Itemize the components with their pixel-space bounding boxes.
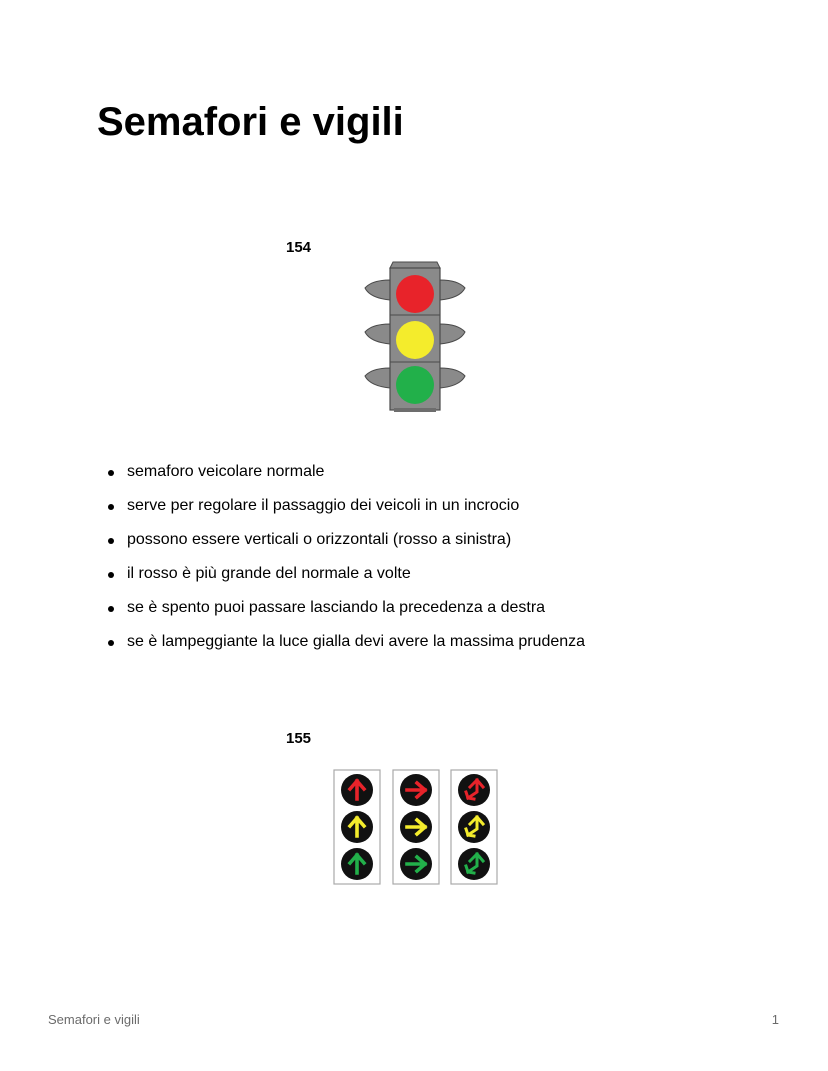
- right-visor-bottom: [440, 368, 465, 388]
- right-visor-middle: [440, 324, 465, 344]
- figure-number-155: 155: [286, 730, 312, 747]
- footer-title: Semafori e vigili: [48, 1012, 140, 1027]
- green-arrow-combo-lamp: [458, 848, 490, 880]
- list-item: serve per regolare il passaggio dei veicoli in un incrocio: [106, 496, 585, 530]
- bullet-list: [106, 462, 585, 666]
- red-lamp: [396, 275, 434, 313]
- list-item: possono essere verticali o orizzontali (rosso a sinistra): [106, 530, 585, 564]
- left-visor-top: [365, 280, 390, 300]
- directional-traffic-lights-image: [333, 768, 499, 886]
- left-visor-middle: [365, 324, 390, 344]
- yellow-arrow-combo-lamp: [458, 811, 490, 843]
- page-title: Semafori e vigili: [97, 100, 404, 144]
- right-visor-top: [440, 280, 465, 300]
- left-visor-bottom: [365, 368, 390, 388]
- red-arrow-combo-lamp: [458, 774, 490, 806]
- green-lamp: [396, 366, 434, 404]
- figure-number-154: 154: [286, 239, 312, 256]
- list-item: se è lampeggiante la luce gialla devi avere la massima prudenza: [106, 632, 585, 666]
- yellow-lamp: [396, 321, 434, 359]
- list-item: se è spento puoi passare lasciando la precedenza a destra: [106, 598, 585, 632]
- footer-page-number: 1: [771, 1012, 779, 1027]
- traffic-light-image: [360, 258, 470, 416]
- list-item: il rosso è più grande del normale a volte: [106, 564, 585, 598]
- list-item: semaforo veicolare normale: [106, 462, 585, 496]
- traffic-light-cap: [390, 262, 440, 268]
